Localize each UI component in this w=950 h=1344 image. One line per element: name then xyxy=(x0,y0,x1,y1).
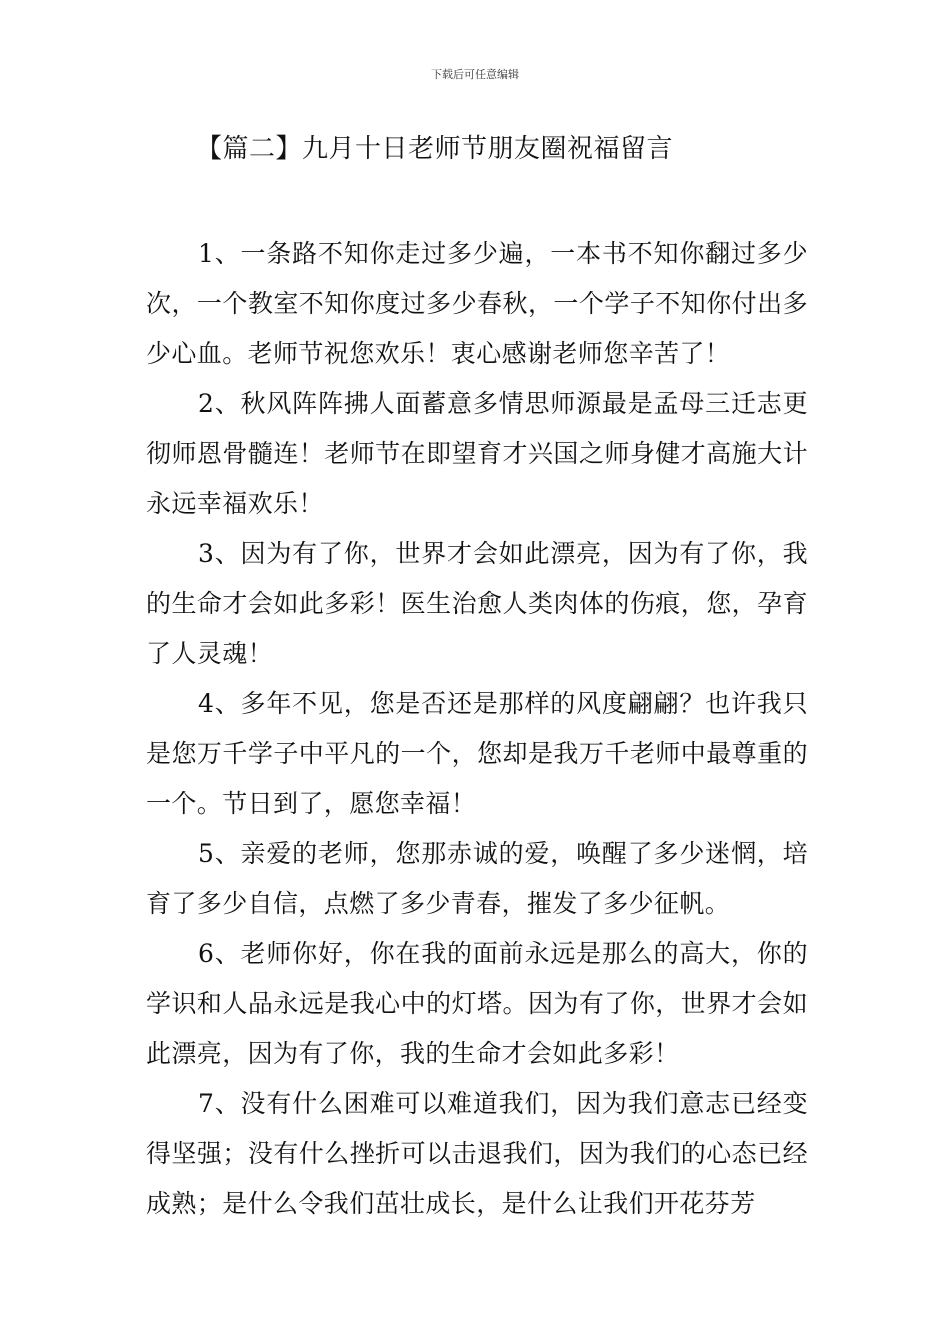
paragraph-2: 2、秋风阵阵拂人面蓄意多情思师源最是孟母三迁志更彻师恩骨髓连！老师节在即望育才兴国之师身健才高施大计永远幸福欢乐！ xyxy=(146,389,808,518)
paragraph-4: 4、多年不见，您是否还是那样的风度翩翩？也许我只是您万千学子中平凡的一个，您却是我万千老师中最尊重的一个。节日到了，愿您幸福！ xyxy=(146,689,808,818)
document-body xyxy=(146,229,808,1229)
paragraph-5: 5、亲爱的老师，您那赤诚的爱，唤醒了多少迷惘，培育了多少自信，点燃了多少青春，摧发了多少征帆。 xyxy=(146,839,808,918)
paragraph-7: 7、没有什么困难可以难道我们，因为我们意志已经变得坚强；没有什么挫折可以击退我们，因为我们的心态已经成熟；是什么令我们茁壮成长，是什么让我们开花芬芳 xyxy=(146,1089,808,1218)
document-title: 【篇二】九月十日老师节朋友圈祝福留言 xyxy=(196,134,674,164)
header-note: 下载后可任意编辑 xyxy=(431,68,519,81)
paragraph-3: 3、因为有了你，世界才会如此漂亮，因为有了你，我的生命才会如此多彩！医生治愈人类肉体的伤痕，您，孕育了人灵魂！ xyxy=(146,539,808,668)
paragraph-1: 1、一条路不知你走过多少遍，一本书不知你翻过多少次，一个教室不知你度过多少春秋，一个学子不知你付出多少心血。老师节祝您欢乐！衷心感谢老师您辛苦了！ xyxy=(146,239,808,368)
paragraph-6: 6、老师你好，你在我的面前永远是那么的高大，你的学识和人品永远是我心中的灯塔。因为有了你，世界才会如此漂亮，因为有了你，我的生命才会如此多彩！ xyxy=(146,939,808,1068)
